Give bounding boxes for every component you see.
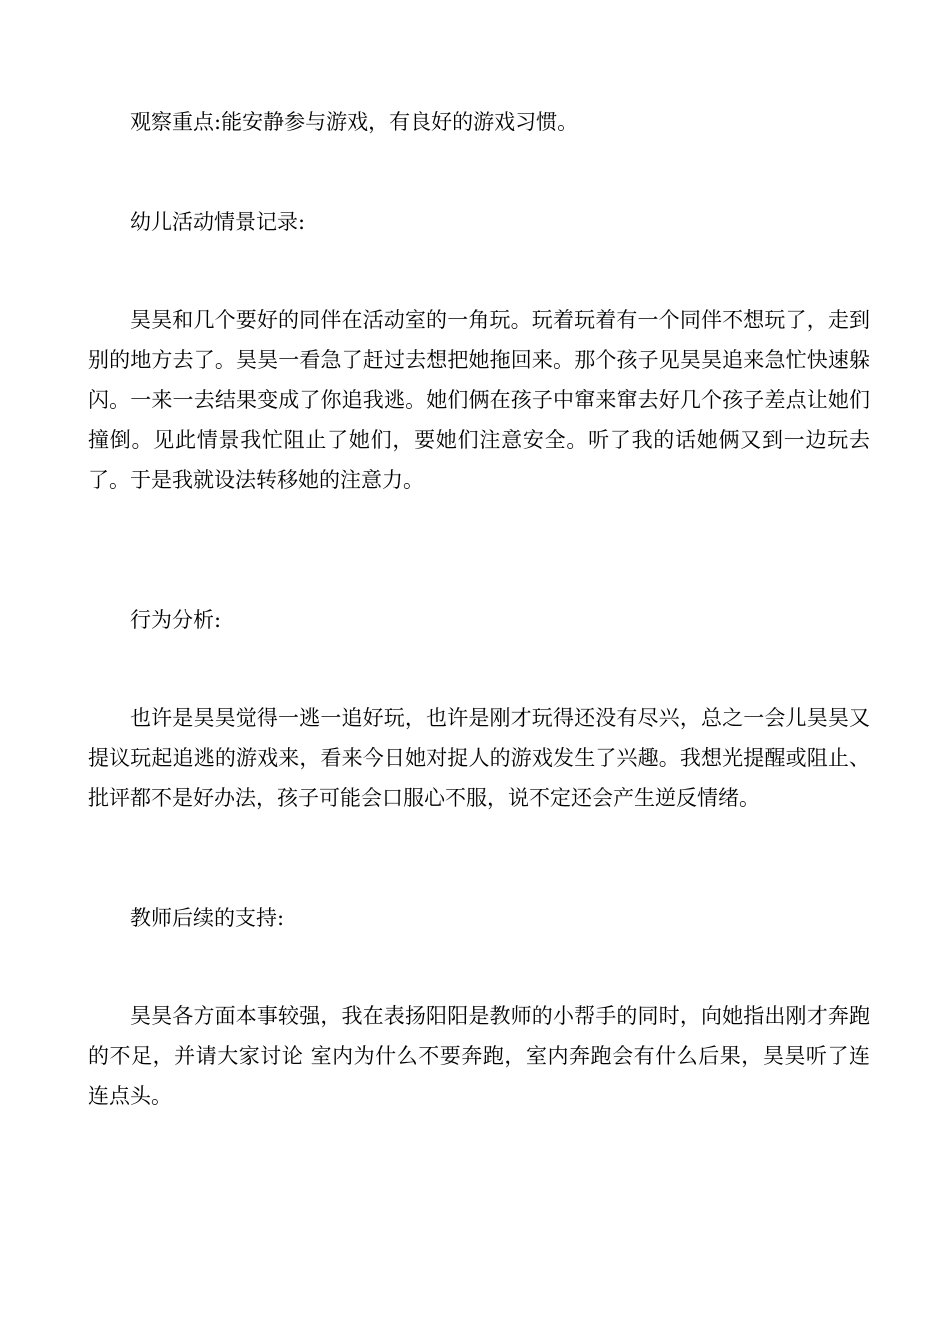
record-paragraph: 昊昊和几个要好的同伴在活动室的一角玩。玩着玩着有一个同伴不想玩了，走到别的地方去了。昊昊一看急了赶过去想把她拖回来。那个孩子见昊昊追来急忙快速躲闪。一来一去结果变成了你追我逃。她们俩在孩子中窜来窜去好几个孩子差点让她们撞倒。见此情景我忙阻止了她们，要她们注意安全。听了我的话她俩又到一边玩去了。于是我就设法转移她的注意力。 bbox=[88, 308, 870, 492]
analysis-paragraph: 也许是昊昊觉得一逃一追好玩，也许是刚才玩得还没有尽兴，总之一会儿昊昊又提议玩起追逃的游戏来，看来今日她对捉人的游戏发生了兴趣。我想光提醒或阻止、批评都不是好办法，孩子可能会口服心不服，说不定还会产生逆反情绪。 bbox=[88, 706, 870, 810]
support-heading: 教师后续的支持: bbox=[130, 906, 285, 930]
observation-focus: 观察重点:能安静参与游戏，有良好的游戏习惯。 bbox=[130, 110, 579, 134]
record-heading: 幼儿活动情景记录: bbox=[130, 210, 306, 234]
support-paragraph: 昊昊各方面本事较强，我在表扬阳阳是教师的小帮手的同时，向她指出刚才奔跑的不足，并请大家讨论 室内为什么不要奔跑，室内奔跑会有什么后果，昊昊听了连连点头。 bbox=[88, 1004, 870, 1108]
analysis-heading: 行为分析: bbox=[130, 608, 222, 632]
